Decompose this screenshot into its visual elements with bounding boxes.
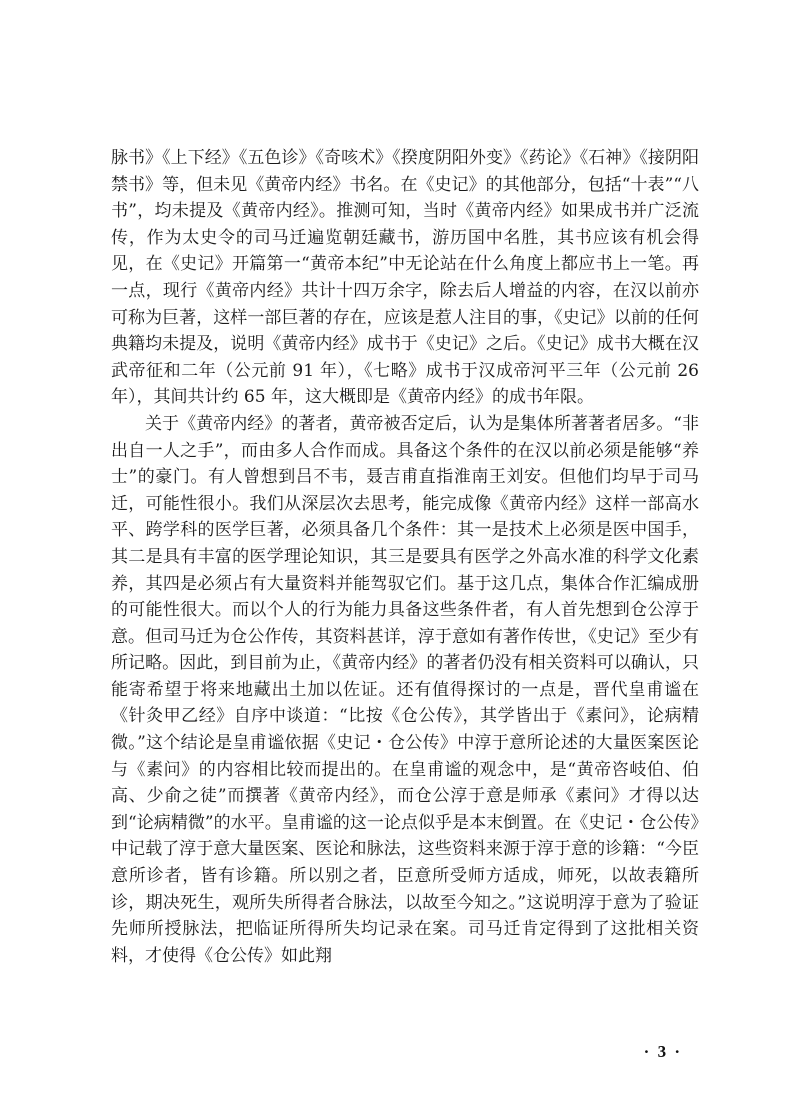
paragraph-continuation: 脉书》《上下经》《五色诊》《奇咳术》《揆度阴阳外变》《药论》《石神》《接阴阳禁书》等，但未见《黄帝内经》书名。在《史记》的其他部分，包括“十表”“八书”，均未提及《黄帝内经》。推测可知，当时《黄帝内经》如果成书并广泛流传，作为太史令的司马迁遍览朝廷藏书，游历国中名胜，其书应该有机会得见，在《史记》开篇第一“黄帝本纪”中无论站在什么角度上都应书上一笔。再一点，现行《黄帝内经》共计十四万余字，除去后人增益的内容，在汉以前亦可称为巨著，这样一部巨著的存在，应该是惹人注目的事，《史记》以前的任何典籍均未提及，说明《黄帝内经》成书于《史记》之后。《史记》成书大概在汉武帝征和二年（公元前 91 年），《七略》成书于汉成帝河平三年（公元前 26 年），其间共计约 65 年，这大概即是《黄帝内经》的成书年限。 xyxy=(111,148,699,408)
page-number: · 3 · xyxy=(643,1042,682,1061)
body-text xyxy=(111,145,699,969)
paragraph-authorship: 关于《黄帝内经》的著者，黄帝被否定后，认为是集体所著著者居多。“非出自一人之手”，而由多人合作而成。具备这个条件的在汉以前必须是能够“养士”的豪门。有人曾想到吕不韦，聂吉甫直指淮南王刘安。但他们均早于司马迁，可能性很小。我们从深层次去思考，能完成像《黄帝内经》这样一部高水平、跨学科的医学巨著，必须具备几个条件：其一是技术上必须是医中国手，其二是具有丰富的医学理论知识，其三是要具有医学之外高水准的科学文化素养，其四是必须占有大量资料并能驾驭它们。基于这几点，集体合作汇编成册的可能性很大。而以个人的行为能力具备这些条件者，有人首先想到仓公淳于意。但司马迁为仓公作传，其资料甚详，淳于意如有著作传世，《史记》至少有所记略。因此，到目前为止，《黄帝内经》的著者仍没有相关资料可以确认，只能寄希望于将来地藏出土加以佐证。还有值得探讨的一点是，晋代皇甫谧在《针灸甲乙经》自序中谈道：“比按《仓公传》，其学皆出于《素问》，论病精微。”这个结论是皇甫谧依据《史记・仓公传》中淳于意所论述的大量医案医论与《素问》的内容相比较而提出的。在皇甫谧的观念中，是“黄帝咨岐伯、伯高、少俞之徒”而撰著《黄帝内经》，而仓公淳于意是师承《素问》才得以达到“论病精微”的水平。皇甫谧的这一论点似乎是本末倒置。在《史记・仓公传》中记载了淳于意大量医案、医论和脉法，这些资料来源于淳于意的诊籍：“今臣意所诊者，皆有诊籍。所以别之者，臣意所受师方适成，师死，以故表籍所诊，期决死生，观所失所得者合脉法，以故至今知之。”这说明淳于意为了验证先师所授脉法，把临证所得所失均记录在案。司马迁肯定得到了这批相关资料，才使得《仓公传》如此翔 xyxy=(111,413,699,966)
